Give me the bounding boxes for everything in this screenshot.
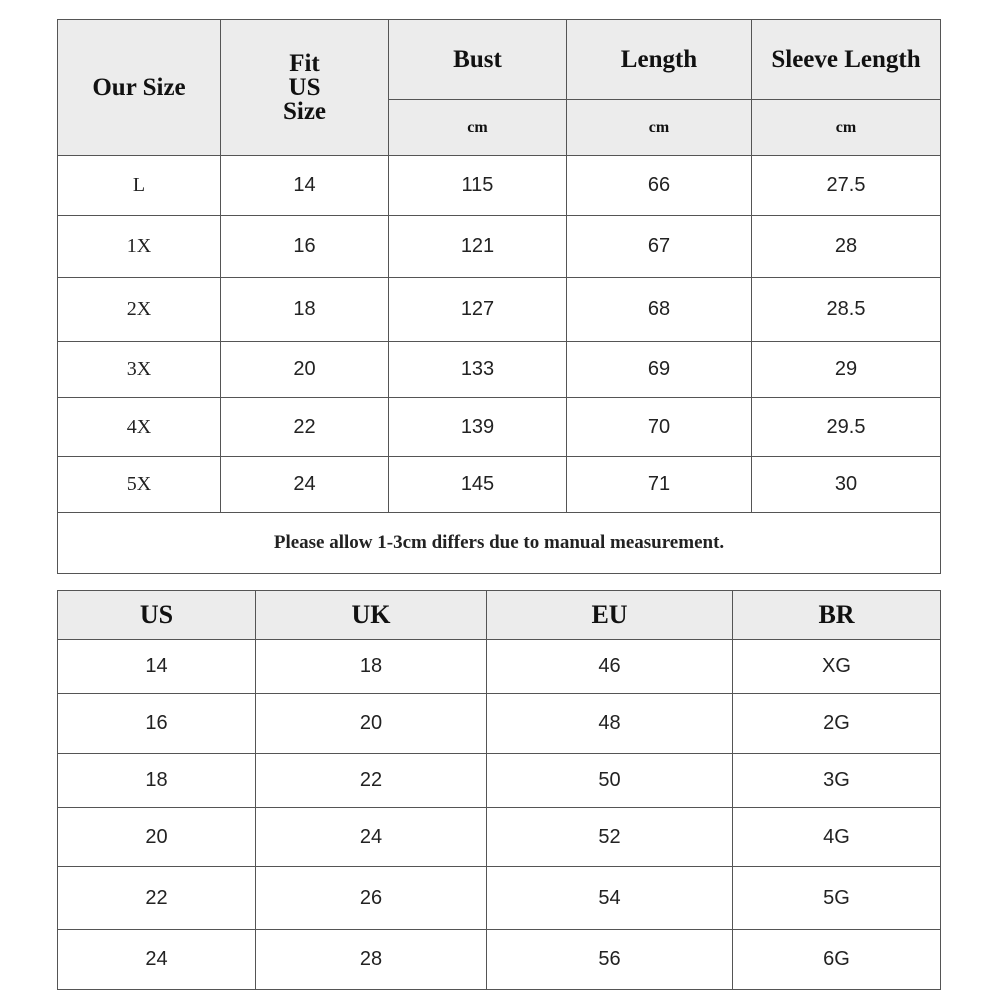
measurement-note: Please allow 1-3cm differs due to manual measurement. [58, 513, 941, 574]
size-chart-table [57, 19, 941, 574]
header-length: Length [567, 20, 752, 100]
cell-eu: 46 [487, 640, 733, 694]
table-row [58, 278, 941, 342]
cell-length: 69 [567, 342, 752, 398]
table-row [58, 457, 941, 513]
cell-size: 1X [58, 216, 221, 278]
table-row [58, 930, 941, 990]
cell-us: 22 [58, 867, 256, 930]
cell-eu: 56 [487, 930, 733, 990]
cell-uk: 26 [256, 867, 487, 930]
cell-sleeve: 29.5 [752, 398, 941, 457]
header-fit-us-size: Fit US Size [221, 20, 389, 156]
cell-br: 2G [733, 694, 941, 754]
cell-length: 71 [567, 457, 752, 513]
cell-size: 3X [58, 342, 221, 398]
cell-us: 16 [221, 216, 389, 278]
cell-us: 14 [58, 640, 256, 694]
cell-uk: 28 [256, 930, 487, 990]
cell-bust: 133 [389, 342, 567, 398]
cell-br: 4G [733, 808, 941, 867]
table-row [58, 156, 941, 216]
cell-length: 67 [567, 216, 752, 278]
header-uk: UK [256, 591, 487, 640]
cell-bust: 121 [389, 216, 567, 278]
cell-bust: 145 [389, 457, 567, 513]
cell-sleeve: 28.5 [752, 278, 941, 342]
unit-length: cm [567, 100, 752, 156]
header-us: US [58, 591, 256, 640]
cell-length: 66 [567, 156, 752, 216]
cell-us: 24 [221, 457, 389, 513]
cell-size: 2X [58, 278, 221, 342]
cell-sleeve: 28 [752, 216, 941, 278]
cell-uk: 22 [256, 754, 487, 808]
cell-uk: 18 [256, 640, 487, 694]
table-row [58, 640, 941, 694]
cell-us: 20 [221, 342, 389, 398]
cell-us: 22 [221, 398, 389, 457]
cell-eu: 54 [487, 867, 733, 930]
cell-uk: 24 [256, 808, 487, 867]
cell-sleeve: 30 [752, 457, 941, 513]
cell-br: 5G [733, 867, 941, 930]
cell-sleeve: 29 [752, 342, 941, 398]
cell-us: 18 [221, 278, 389, 342]
cell-us: 20 [58, 808, 256, 867]
table-row [58, 398, 941, 457]
table-row [58, 694, 941, 754]
table-row [58, 342, 941, 398]
cell-size: 5X [58, 457, 221, 513]
cell-length: 68 [567, 278, 752, 342]
cell-sleeve: 27.5 [752, 156, 941, 216]
cell-eu: 52 [487, 808, 733, 867]
cell-br: 6G [733, 930, 941, 990]
cell-size: L [58, 156, 221, 216]
cell-eu: 48 [487, 694, 733, 754]
size-conversion-table [57, 590, 941, 990]
cell-uk: 20 [256, 694, 487, 754]
cell-us: 16 [58, 694, 256, 754]
header-sleeve-length: Sleeve Length [752, 20, 941, 100]
cell-br: 3G [733, 754, 941, 808]
cell-us: 24 [58, 930, 256, 990]
unit-bust: cm [389, 100, 567, 156]
table-row [58, 754, 941, 808]
cell-eu: 50 [487, 754, 733, 808]
header-eu: EU [487, 591, 733, 640]
header-our-size: Our Size [58, 20, 221, 156]
table-row [58, 808, 941, 867]
unit-sleeve-length: cm [752, 100, 941, 156]
header-bust: Bust [389, 20, 567, 100]
cell-us: 18 [58, 754, 256, 808]
cell-length: 70 [567, 398, 752, 457]
cell-br: XG [733, 640, 941, 694]
cell-bust: 115 [389, 156, 567, 216]
cell-us: 14 [221, 156, 389, 216]
table-row [58, 216, 941, 278]
table-row [58, 867, 941, 930]
cell-size: 4X [58, 398, 221, 457]
cell-bust: 127 [389, 278, 567, 342]
header-br: BR [733, 591, 941, 640]
cell-bust: 139 [389, 398, 567, 457]
